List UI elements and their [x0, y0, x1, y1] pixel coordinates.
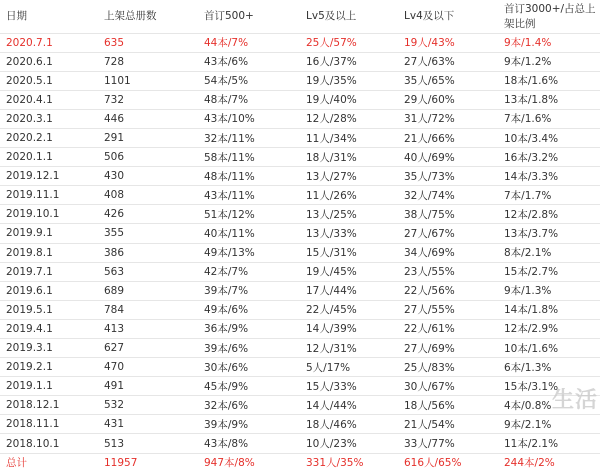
cell-date: 2019.12.1	[0, 167, 98, 186]
cell-first-order-3000-ratio: 7本/1.6%	[498, 109, 600, 128]
table-row	[0, 52, 600, 71]
cell-first-order-3000-ratio: 9本/1.3%	[498, 281, 600, 300]
cell-first-order-3000-ratio: 14本/1.8%	[498, 300, 600, 319]
watermark: 生活	[551, 388, 598, 413]
cell-date: 2019.4.1	[0, 319, 98, 338]
cell-lv5-above: 10人/23%	[300, 434, 398, 453]
cell-total-shelved: 513	[98, 434, 198, 453]
cell-lv5-above: 11人/34%	[300, 128, 398, 147]
table-row	[0, 224, 600, 243]
cell-total-shelved: 413	[98, 319, 198, 338]
cell-first-order-3000-ratio: 9本/2.1%	[498, 415, 600, 434]
cell-lv4-below: 25人/83%	[398, 358, 498, 377]
cell-first-order-500: 43本/11%	[198, 186, 300, 205]
cell-first-order-500: 39本/6%	[198, 339, 300, 358]
cell-lv5-above: 13人/27%	[300, 167, 398, 186]
table-row	[0, 186, 600, 205]
cell-lv4-below: 27人/69%	[398, 339, 498, 358]
cell-lv5-above: 14人/39%	[300, 319, 398, 338]
cell-lv4-below: 33人/77%	[398, 434, 498, 453]
cell-first-order-500: 48本/7%	[198, 90, 300, 109]
cell-first-order-500: 58本/11%	[198, 148, 300, 167]
cell-date: 2020.5.1	[0, 71, 98, 90]
cell-lv4-below: 21人/66%	[398, 128, 498, 147]
cell-lv4-below: 22人/56%	[398, 281, 498, 300]
cell-total-shelved: 732	[98, 90, 198, 109]
cell-first-order-3000-ratio: 15本/3.1%	[498, 377, 600, 396]
cell-date: 2020.1.1	[0, 148, 98, 167]
cell-lv4-below: 40人/69%	[398, 148, 498, 167]
cell-total-shelved: 408	[98, 186, 198, 205]
cell-first-order-500: 40本/11%	[198, 224, 300, 243]
cell-first-order-500: 32本/6%	[198, 396, 300, 415]
cell-lv5-above: 18人/31%	[300, 148, 398, 167]
cell-first-order-500: 48本/11%	[198, 167, 300, 186]
cell-date: 2019.7.1	[0, 262, 98, 281]
cell-lv5-above: 13人/33%	[300, 224, 398, 243]
cell-first-order-3000-ratio: 13本/1.8%	[498, 90, 600, 109]
cell-first-order-500: 30本/6%	[198, 358, 300, 377]
cell-date: 2019.9.1	[0, 224, 98, 243]
cell-lv5-above: 12人/31%	[300, 339, 398, 358]
cell-lv5-above: 5人/17%	[300, 358, 398, 377]
cell-lv4-below: 31人/72%	[398, 109, 498, 128]
table-row	[0, 33, 600, 52]
cell-lv5-above: 11人/26%	[300, 186, 398, 205]
cell-first-order-3000-ratio: 14本/3.3%	[498, 167, 600, 186]
cell-first-order-3000-ratio: 8本/2.1%	[498, 243, 600, 262]
cell-date: 2019.2.1	[0, 358, 98, 377]
total-cell-first-order-3000-ratio: 244本/2%	[504, 457, 555, 470]
cell-lv4-below: 22人/61%	[398, 319, 498, 338]
total-cell-first-order-500: 947本/8%	[204, 457, 255, 470]
cell-first-order-3000-ratio: 15本/2.7%	[498, 262, 600, 281]
cell-total-shelved: 470	[98, 358, 198, 377]
table-row	[0, 396, 600, 415]
cell-lv4-below: 32人/74%	[398, 186, 498, 205]
cell-lv5-above: 15人/33%	[300, 377, 398, 396]
cell-date: 2019.8.1	[0, 243, 98, 262]
cell-lv4-below: 27人/67%	[398, 224, 498, 243]
cell-lv5-above: 13人/25%	[300, 205, 398, 224]
cell-lv4-below: 38人/75%	[398, 205, 498, 224]
cell-date: 2020.7.1	[0, 33, 98, 52]
cell-lv5-above: 19人/35%	[300, 71, 398, 90]
table-row	[0, 243, 600, 262]
cell-total-shelved: 431	[98, 415, 198, 434]
cell-lv4-below: 27人/63%	[398, 52, 498, 71]
cell-lv5-above: 17人/44%	[300, 281, 398, 300]
table-row	[0, 71, 600, 90]
cell-total-shelved: 506	[98, 148, 198, 167]
cell-first-order-500: 42本/7%	[198, 262, 300, 281]
cell-lv5-above: 12人/28%	[300, 109, 398, 128]
table-row	[0, 377, 600, 396]
cell-total-shelved: 635	[98, 33, 198, 52]
table-row	[0, 90, 600, 109]
cell-date: 2020.3.1	[0, 109, 98, 128]
cell-lv4-below: 19人/43%	[398, 33, 498, 52]
cell-lv5-above: 25人/57%	[300, 33, 398, 52]
cell-date: 2019.10.1	[0, 205, 98, 224]
cell-first-order-3000-ratio: 6本/1.3%	[498, 358, 600, 377]
total-cell-total-shelved: 11957	[104, 456, 138, 469]
cell-first-order-500: 51本/12%	[198, 205, 300, 224]
cell-lv5-above: 18人/46%	[300, 415, 398, 434]
total-cell-date: 总计	[6, 457, 27, 470]
header-first-order-500: 首订500+	[198, 0, 300, 33]
cell-first-order-3000-ratio: 18本/1.6%	[498, 71, 600, 90]
cell-first-order-500: 39本/7%	[198, 281, 300, 300]
table-row	[0, 415, 600, 434]
cell-lv4-below: 18人/56%	[398, 396, 498, 415]
cell-first-order-500: 32本/11%	[198, 128, 300, 147]
cell-total-shelved: 532	[98, 396, 198, 415]
cell-first-order-3000-ratio: 7本/1.7%	[498, 186, 600, 205]
cell-total-shelved: 430	[98, 167, 198, 186]
header-lv5-above: Lv5及以上	[300, 0, 398, 33]
total-cell-lv4-below: 616人/65%	[404, 457, 462, 470]
cell-first-order-3000-ratio: 12本/2.8%	[498, 205, 600, 224]
cell-total-shelved: 291	[98, 128, 198, 147]
cell-lv5-above: 19人/40%	[300, 90, 398, 109]
header-lv4-below: Lv4及以下	[398, 0, 498, 33]
cell-date: 2020.2.1	[0, 128, 98, 147]
cell-first-order-3000-ratio: 12本/2.9%	[498, 319, 600, 338]
cell-date: 2018.10.1	[0, 434, 98, 453]
table-body	[0, 33, 600, 472]
cell-lv5-above: 22人/45%	[300, 300, 398, 319]
cell-first-order-500: 49本/13%	[198, 243, 300, 262]
cell-date: 2020.4.1	[0, 90, 98, 109]
cell-total-shelved: 563	[98, 262, 198, 281]
cell-first-order-3000-ratio: 10本/1.6%	[498, 339, 600, 358]
table-row	[0, 205, 600, 224]
cell-lv4-below: 34人/69%	[398, 243, 498, 262]
cell-lv4-below: 29人/60%	[398, 90, 498, 109]
cell-first-order-3000-ratio: 13本/3.7%	[498, 224, 600, 243]
header-total-shelved: 上架总册数	[98, 0, 198, 33]
total-row	[0, 453, 600, 472]
total-cell-lv5-above: 331人/35%	[306, 457, 364, 470]
cell-lv5-above: 15人/31%	[300, 243, 398, 262]
cell-date: 2019.1.1	[0, 377, 98, 396]
cell-first-order-500: 54本/5%	[198, 71, 300, 90]
cell-lv4-below: 27人/55%	[398, 300, 498, 319]
cell-total-shelved: 689	[98, 281, 198, 300]
header-first-order-3000-ratio: 首订3000+/占总上架比例	[498, 0, 600, 33]
cell-total-shelved: 446	[98, 109, 198, 128]
cell-date: 2020.6.1	[0, 52, 98, 71]
cell-date: 2018.12.1	[0, 396, 98, 415]
cell-first-order-3000-ratio: 16本/3.2%	[498, 148, 600, 167]
cell-date: 2019.6.1	[0, 281, 98, 300]
cell-total-shelved: 627	[98, 339, 198, 358]
cell-first-order-500: 43本/6%	[198, 52, 300, 71]
header-date: 日期	[0, 0, 98, 33]
table-row	[0, 300, 600, 319]
cell-total-shelved: 784	[98, 300, 198, 319]
cell-lv4-below: 23人/55%	[398, 262, 498, 281]
cell-first-order-3000-ratio: 10本/3.4%	[498, 128, 600, 147]
cell-total-shelved: 1101	[98, 71, 198, 90]
cell-total-shelved: 728	[98, 52, 198, 71]
table-row	[0, 339, 600, 358]
cell-total-shelved: 355	[98, 224, 198, 243]
cell-first-order-3000-ratio: 9本/1.2%	[498, 52, 600, 71]
cell-first-order-500: 36本/9%	[198, 319, 300, 338]
cell-first-order-500: 49本/6%	[198, 300, 300, 319]
table-row	[0, 358, 600, 377]
cell-lv4-below: 21人/54%	[398, 415, 498, 434]
table-row	[0, 281, 600, 300]
cell-lv5-above: 14人/44%	[300, 396, 398, 415]
cell-first-order-3000-ratio: 11本/2.1%	[498, 434, 600, 453]
cell-first-order-3000-ratio: 4本/0.8%	[498, 396, 600, 415]
table-row	[0, 148, 600, 167]
cell-first-order-500: 44本/7%	[198, 33, 300, 52]
cell-total-shelved: 426	[98, 205, 198, 224]
cell-lv4-below: 35人/73%	[398, 167, 498, 186]
table-row	[0, 262, 600, 281]
cell-first-order-500: 45本/9%	[198, 377, 300, 396]
table-row	[0, 109, 600, 128]
cell-date: 2019.11.1	[0, 186, 98, 205]
cell-date: 2018.11.1	[0, 415, 98, 434]
cell-first-order-500: 39本/9%	[198, 415, 300, 434]
header-row	[0, 0, 600, 33]
cell-total-shelved: 386	[98, 243, 198, 262]
cell-first-order-500: 43本/8%	[198, 434, 300, 453]
table-row	[0, 434, 600, 453]
cell-total-shelved: 491	[98, 377, 198, 396]
cell-first-order-500: 43本/10%	[198, 109, 300, 128]
cell-lv4-below: 35人/65%	[398, 71, 498, 90]
cell-date: 2019.5.1	[0, 300, 98, 319]
table-header	[0, 0, 600, 33]
cell-date: 2019.3.1	[0, 339, 98, 358]
table-row	[0, 128, 600, 147]
cell-lv5-above: 16人/37%	[300, 52, 398, 71]
cell-lv5-above: 19人/45%	[300, 262, 398, 281]
table-row	[0, 167, 600, 186]
cell-first-order-3000-ratio: 9本/1.4%	[498, 33, 600, 52]
table-row	[0, 319, 600, 338]
cell-lv4-below: 30人/67%	[398, 377, 498, 396]
